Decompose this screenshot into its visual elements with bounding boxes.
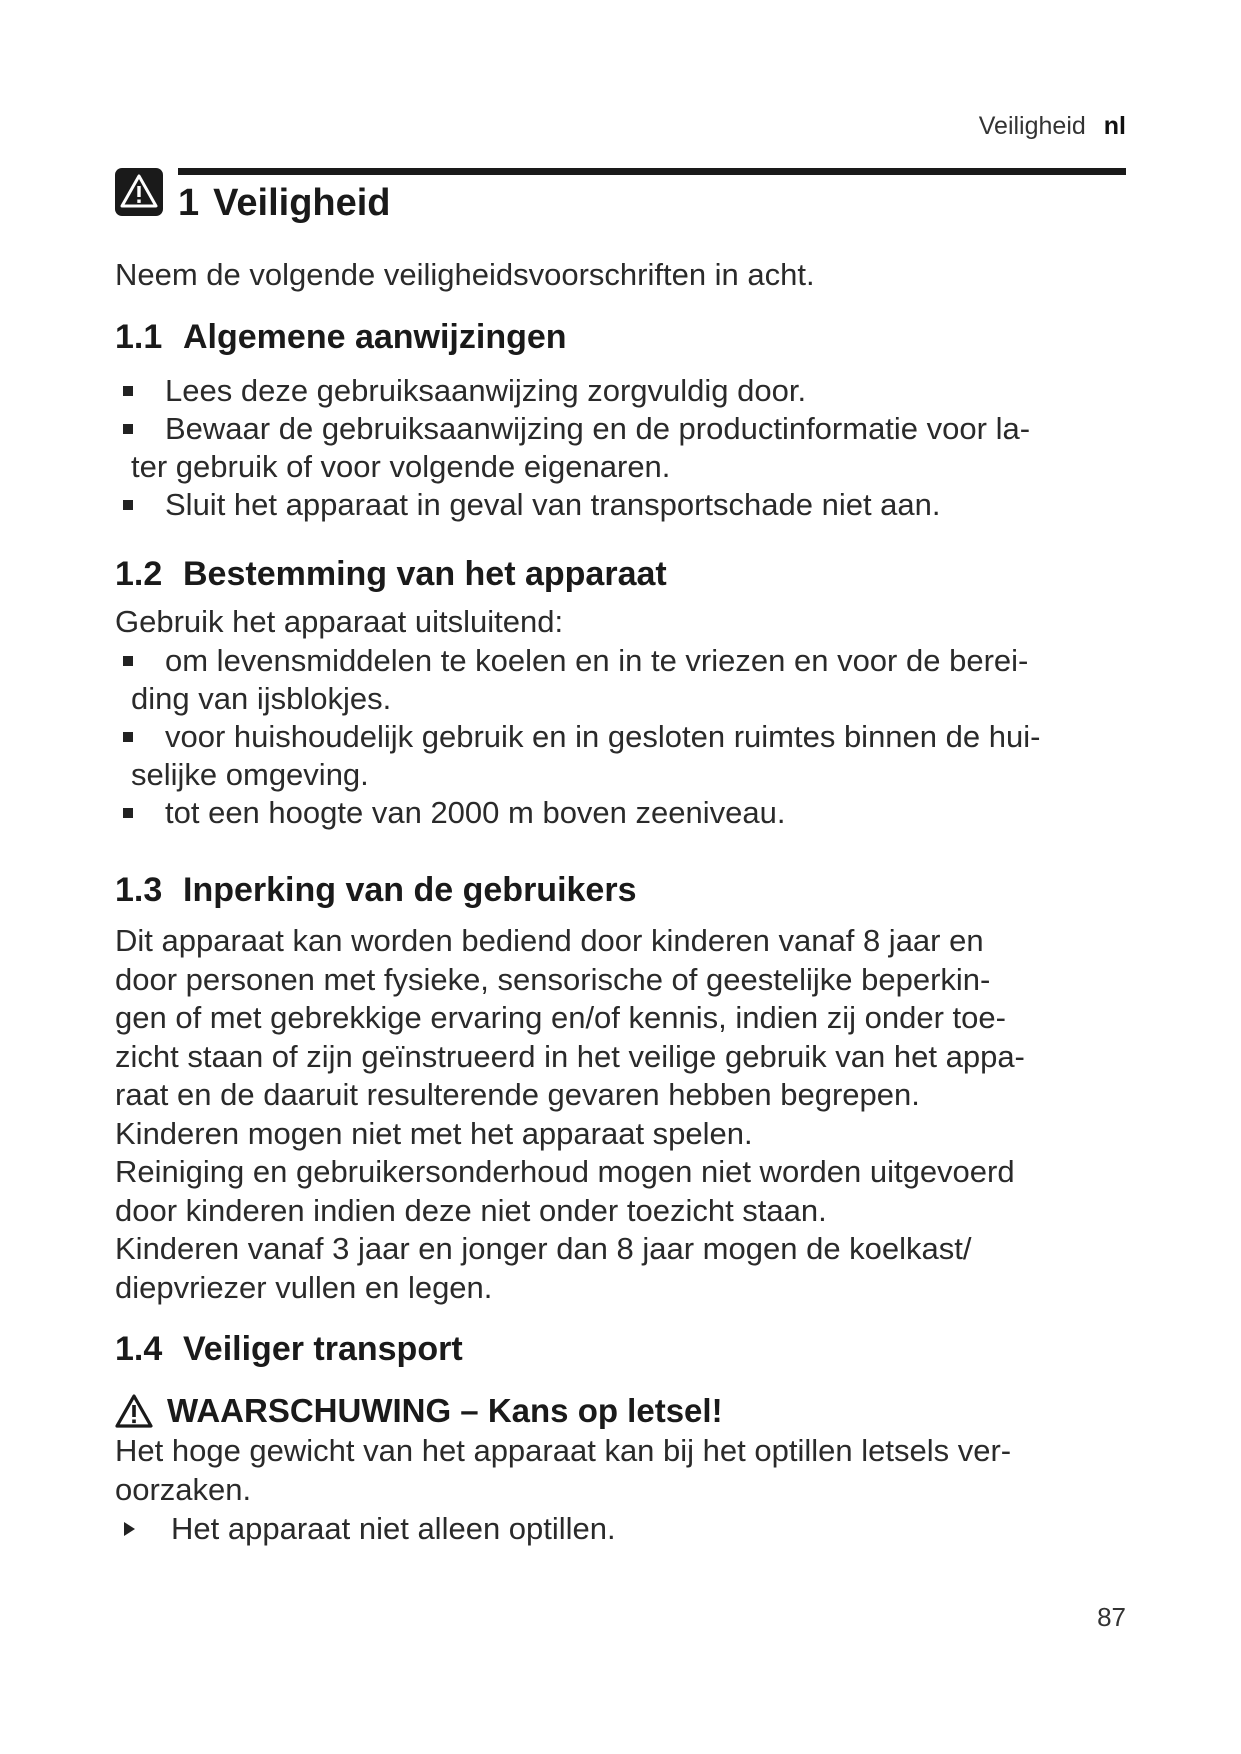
list-item — [115, 718, 1145, 794]
warning-text: WAARSCHUWING – Kans op letsel! — [167, 1392, 723, 1429]
warning-body — [115, 1432, 1140, 1509]
intended-use-list — [115, 642, 1145, 832]
running-header-lang: nl — [1103, 112, 1126, 140]
section-number: 1.1 — [115, 318, 163, 356]
list-item-text: om levensmiddelen te koelen en in te vriezen en voor de berei- — [165, 643, 1029, 678]
text-line: Het hoge gewicht van het apparaat kan bij het optillen letsels ver- — [115, 1433, 1012, 1468]
warning-heading — [115, 1392, 723, 1430]
bullet-icon — [123, 656, 133, 666]
section-title: Inperking van de gebruikers — [183, 871, 637, 909]
user-restrictions-text — [115, 922, 1140, 1307]
intended-use-lead: Gebruik het apparaat uitsluitend: — [115, 604, 564, 639]
bullet-icon — [123, 732, 133, 742]
running-header-section: Veiligheid — [978, 112, 1086, 140]
running-header — [979, 112, 1126, 141]
text-line: diepvriezer vullen en legen. — [115, 1269, 493, 1305]
text-line: gen of met gebrekkige ervaring en/of kennis, indien zij onder toe- — [115, 1000, 1006, 1035]
bullet-icon — [123, 808, 133, 818]
chapter-rule — [178, 168, 1126, 175]
list-item-text: voor huishoudelijk gebruik en in gesloten ruimtes binnen de hui- — [165, 719, 1041, 754]
section-title: Algemene aanwijzingen — [183, 318, 567, 356]
text-line: Kinderen mogen niet met het apparaat spelen. — [115, 1115, 753, 1151]
text-line: Dit apparaat kan worden bediend door kinderen vanaf 8 jaar en — [115, 923, 984, 958]
bullet-icon — [123, 424, 133, 434]
text-line: Kinderen vanaf 3 jaar en jonger dan 8 jaar mogen de koelkast/ — [115, 1231, 972, 1266]
list-item-text: tot een hoogte van 2000 m boven zeeniveau. — [165, 795, 786, 830]
list-item — [115, 486, 1145, 524]
section-heading-1-2 — [115, 555, 667, 594]
list-item-text: Bewaar de gebruiksaanwijzing en de productinformatie voor la- — [165, 411, 1031, 446]
list-item-text-cont: ter gebruik of voor volgende eigenaren. — [131, 449, 671, 484]
list-item — [115, 794, 1145, 832]
page-number: 87 — [1097, 1602, 1126, 1632]
list-item-text-cont: ding van ijsblokjes. — [131, 681, 392, 716]
section-heading-1-4 — [115, 1330, 463, 1369]
list-item-text: Sluit het apparaat in geval van transportschade niet aan. — [165, 487, 941, 522]
chapter-number: 1 — [178, 182, 200, 224]
section-number: 1.3 — [115, 871, 163, 909]
warning-triangle-icon — [115, 1394, 153, 1428]
section-title: Veiliger transport — [183, 1330, 463, 1368]
text-line: raat en de daaruit resulterende gevaren hebben begrepen. — [115, 1077, 920, 1112]
section-heading-1-1 — [115, 318, 567, 357]
general-instructions-list — [115, 372, 1145, 524]
warning-triangle-icon — [115, 168, 163, 216]
instruction-step — [115, 1510, 616, 1548]
section-heading-1-3 — [115, 871, 636, 910]
text-line: zicht staan of zijn geïnstrueerd in het veilige gebruik van het appa- — [115, 1038, 1025, 1074]
section-number: 1.2 — [115, 555, 163, 593]
list-item — [115, 642, 1145, 718]
chapter-title-text: Veiligheid — [213, 182, 391, 224]
chapter-title — [178, 182, 391, 225]
text-line: door personen met fysieke, sensorische of geestelijke beperkin- — [115, 961, 991, 997]
intro-text: Neem de volgende veiligheidsvoorschriften in acht. — [115, 257, 815, 292]
bullet-icon — [123, 500, 133, 510]
step-text: Het apparaat niet alleen optillen. — [171, 1511, 616, 1546]
text-line: oorzaken. — [115, 1471, 252, 1507]
step-arrow-icon — [124, 1522, 135, 1536]
list-item — [115, 410, 1145, 486]
section-title: Bestemming van het apparaat — [183, 555, 667, 593]
section-number: 1.4 — [115, 1330, 163, 1368]
list-item — [115, 372, 1145, 410]
bullet-icon — [123, 386, 133, 396]
list-item-text: Lees deze gebruiksaanwijzing zorgvuldig door. — [165, 373, 807, 408]
list-item-text-cont: selijke omgeving. — [131, 757, 369, 792]
text-line: door kinderen indien deze niet onder toezicht staan. — [115, 1192, 827, 1228]
text-line: Reiniging en gebruikersonderhoud mogen niet worden uitgevoerd — [115, 1154, 1015, 1189]
